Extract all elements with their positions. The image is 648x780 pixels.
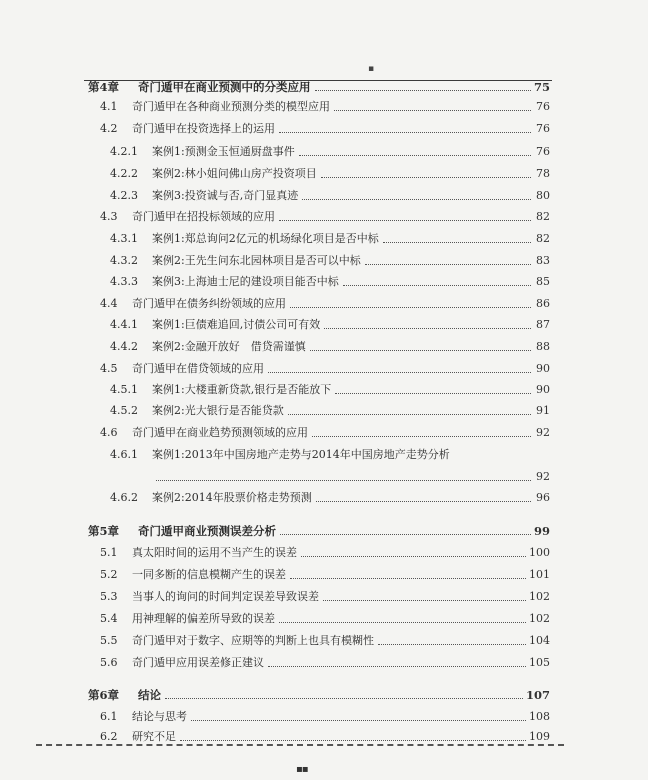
entry-page: 76 [536, 100, 550, 113]
dot-leader [310, 350, 531, 351]
scan-mark: ▪ [368, 64, 375, 74]
entry-title: 案例2:金融开放好 借贷需谨慎 [152, 340, 306, 353]
entry-page: 87 [536, 318, 550, 331]
toc-entry-5-2[interactable] [100, 568, 550, 582]
toc-entry-6-1[interactable] [100, 710, 550, 724]
entry-page: 101 [529, 568, 550, 581]
toc-entry-4-6-1[interactable] [110, 448, 550, 462]
entry-page: 90 [536, 383, 550, 396]
entry-title: 案例3:上海迪士尼的建设项目能否中标 [152, 275, 339, 288]
dot-leader [378, 644, 526, 645]
dot-leader [321, 177, 531, 178]
entry-number: 4.5.1 [110, 383, 138, 396]
dot-leader [335, 393, 531, 394]
entry-page: 90 [536, 362, 550, 375]
entry-number: 4.4.2 [110, 340, 138, 353]
entry-page: 91 [536, 404, 550, 417]
entry-title: 案例2:光大银行是否能贷款 [152, 404, 284, 417]
dot-leader [268, 666, 526, 667]
entry-title: 研究不足 [132, 730, 176, 743]
dot-leader [165, 698, 523, 699]
dot-leader [302, 199, 531, 200]
entry-page: 102 [529, 612, 550, 625]
dot-leader [365, 264, 531, 265]
entry-number: 第4章 [88, 80, 120, 94]
entry-title: 案例2:王先生问东北园林项目是否可以中标 [152, 254, 361, 267]
entry-title: 用神理解的偏差所导致的误差 [132, 612, 275, 625]
entry-number: 4.6.2 [110, 491, 138, 504]
entry-title: 一同多断的信息模糊产生的误差 [132, 568, 286, 581]
entry-number: 5.1 [100, 546, 118, 559]
entry-title: 奇门遁甲商业预测误差分析 [138, 524, 276, 538]
entry-title: 当事人的询问的时间判定误差导致误差 [132, 590, 319, 603]
entry-title: 奇门遁甲在借贷领域的应用 [132, 362, 264, 375]
entry-page: 99 [533, 524, 550, 538]
entry-title: 结论 [138, 688, 161, 702]
entry-title: 案例1:2013年中国房地产走势与2014年中国房地产走势分析 [152, 448, 450, 461]
entry-page: 76 [536, 122, 550, 135]
entry-number: 4.3 [100, 210, 118, 223]
entry-page: 82 [536, 210, 550, 223]
entry-title: 奇门遁甲在商业趋势预测领域的应用 [132, 426, 308, 439]
dot-leader [290, 578, 526, 579]
toc-entry-chapter-4[interactable] [88, 80, 550, 94]
entry-page: 88 [536, 340, 550, 353]
toc-entry-4-6[interactable] [100, 426, 550, 440]
entry-page: 92 [536, 470, 550, 483]
entry-title: 案例1:郑总询问2亿元的机场绿化项目是否中标 [152, 232, 379, 245]
entry-title: 案例2:林小姐问佛山房产投资项目 [152, 167, 317, 180]
entry-title: 奇门遁甲在债务纠纷领域的应用 [132, 297, 286, 310]
entry-title: 案例1:预测金玉恒通厨盘事件 [152, 145, 295, 158]
toc-entry-4-6-1-continuation [152, 470, 550, 484]
dot-leader [299, 155, 531, 156]
entry-title: 奇门遁甲在投资选择上的运用 [132, 122, 275, 135]
entry-page: 78 [536, 167, 550, 180]
entry-title: 奇门遁甲应用误差修正建议 [132, 656, 264, 669]
entry-page: 86 [536, 297, 550, 310]
dot-leader [156, 480, 531, 481]
entry-page: 102 [529, 590, 550, 603]
entry-title: 奇门遁甲对于数字、应期等的判断上也具有模糊性 [132, 634, 374, 647]
dot-leader [290, 307, 531, 308]
toc-entry-4-4-1[interactable] [110, 318, 550, 332]
toc-entry-4-3-2[interactable] [110, 254, 550, 268]
entry-number: 4.5 [100, 362, 118, 375]
scan-mark: ▪▪ [296, 764, 308, 775]
entry-page: 75 [533, 80, 550, 94]
entry-page: 109 [529, 730, 550, 743]
toc-entry-4-3-3[interactable] [110, 275, 550, 289]
toc-entry-5-3[interactable] [100, 590, 550, 604]
entry-page: 104 [529, 634, 550, 647]
entry-title: 真太阳时间的运用不当产生的误差 [132, 546, 297, 559]
toc-entry-6-2[interactable] [100, 730, 550, 744]
entry-page: 92 [536, 426, 550, 439]
entry-title: 案例2:2014年股票价格走势预测 [152, 491, 312, 504]
dot-leader [323, 600, 526, 601]
dot-leader [343, 285, 531, 286]
toc-entry-4-2[interactable] [100, 122, 550, 136]
entry-number: 5.3 [100, 590, 118, 603]
toc-entry-4-1[interactable] [100, 100, 550, 114]
entry-number: 第5章 [88, 524, 120, 538]
toc-entry-4-6-2[interactable] [110, 491, 550, 505]
toc-entry-chapter-5[interactable] [88, 524, 550, 538]
entry-number: 4.3.1 [110, 232, 138, 245]
entry-page: 83 [536, 254, 550, 267]
entry-title: 奇门遁甲在招投标领域的应用 [132, 210, 275, 223]
entry-number: 4.3.2 [110, 254, 138, 267]
entry-number: 4.3.3 [110, 275, 138, 288]
toc-entry-4-3-1[interactable] [110, 232, 550, 246]
entry-page: 100 [529, 546, 550, 559]
toc-entry-5-1[interactable] [100, 546, 550, 560]
entry-title: 案例1:巨债难追回,讨债公司可有效 [152, 318, 321, 331]
toc-entry-4-2-1[interactable] [110, 145, 550, 159]
dot-leader [268, 372, 531, 373]
entry-number: 4.2 [100, 122, 118, 135]
entry-page: 76 [536, 145, 550, 158]
entry-title: 奇门遁甲在各种商业预测分类的模型应用 [132, 100, 330, 113]
toc-entry-4-5-2[interactable] [110, 404, 550, 418]
entry-number: 5.4 [100, 612, 118, 625]
entry-title: 案例1:大楼重新贷款,银行是否能放下 [152, 383, 332, 396]
entry-title: 奇门遁甲在商业预测中的分类应用 [138, 80, 311, 94]
entry-number: 4.6.1 [110, 448, 138, 461]
entry-number: 4.2.2 [110, 167, 138, 180]
toc-entry-chapter-6[interactable] [88, 688, 550, 702]
dot-leader [316, 501, 531, 502]
entry-number: 5.2 [100, 568, 118, 581]
entry-number: 5.5 [100, 634, 118, 647]
toc-entry-5-5[interactable] [100, 634, 550, 648]
dot-leader [383, 242, 531, 243]
dot-leader [279, 622, 526, 623]
entry-page: 80 [536, 189, 550, 202]
toc-entry-4-5[interactable] [100, 362, 550, 376]
entry-number: 6.1 [100, 710, 118, 723]
entry-title: 案例3:投资诚与否,奇门显真迹 [152, 189, 299, 202]
dot-leader [334, 110, 531, 111]
dot-leader [191, 720, 526, 721]
toc-entry-4-3[interactable] [100, 210, 550, 224]
entry-number: 4.4.1 [110, 318, 138, 331]
dot-leader [279, 220, 531, 221]
entry-number: 4.6 [100, 426, 118, 439]
dot-leader [301, 556, 526, 557]
dot-leader [312, 436, 531, 437]
dot-leader [280, 534, 531, 535]
entry-page: 96 [536, 491, 550, 504]
dot-leader [324, 328, 531, 329]
entry-number: 6.2 [100, 730, 118, 743]
entry-number: 4.5.2 [110, 404, 138, 417]
entry-number: 4.2.3 [110, 189, 138, 202]
toc-entry-4-4[interactable] [100, 297, 550, 311]
entry-number: 5.6 [100, 656, 118, 669]
entry-page: 105 [529, 656, 550, 669]
dot-leader [279, 132, 531, 133]
toc-entry-4-5-1[interactable] [110, 383, 550, 397]
entry-number: 4.4 [100, 297, 118, 310]
toc-entry-4-2-3[interactable] [110, 189, 550, 203]
entry-page: 108 [529, 710, 550, 723]
toc-entry-5-4[interactable] [100, 612, 550, 626]
entry-page: 85 [536, 275, 550, 288]
dot-leader [180, 740, 526, 741]
dot-leader [315, 90, 531, 91]
bottom-rule [36, 744, 564, 746]
entry-title: 结论与思考 [132, 710, 187, 723]
entry-page: 82 [536, 232, 550, 245]
toc-entry-4-2-2[interactable] [110, 167, 550, 181]
dot-leader [288, 414, 531, 415]
entry-number: 第6章 [88, 688, 120, 702]
entry-number: 4.1 [100, 100, 118, 113]
toc-entry-5-6[interactable] [100, 656, 550, 670]
toc-entry-4-4-2[interactable] [110, 340, 550, 354]
entry-number: 4.2.1 [110, 145, 138, 158]
entry-page: 107 [525, 688, 550, 702]
